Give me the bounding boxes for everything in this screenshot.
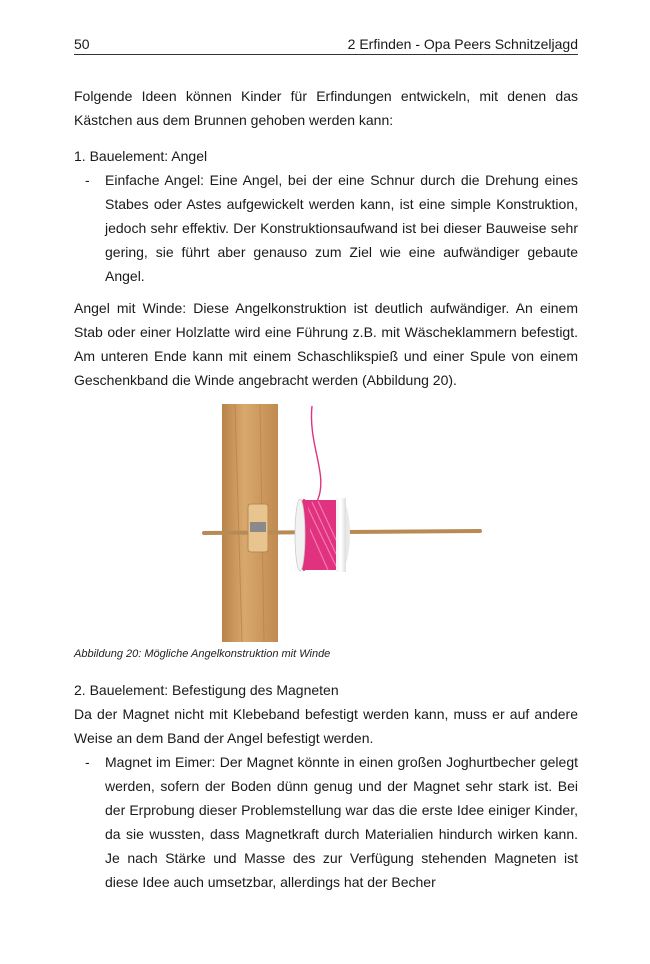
dash-bullet: -: [85, 172, 90, 188]
section-2-title: 2. Bauelement: Befestigung des Magneten: [74, 682, 339, 698]
section-1-title: 1. Bauelement: Angel: [74, 148, 208, 164]
magnet-intro-paragraph: Da der Magnet nicht mit Klebeband befestigt werden kann, muss er auf andere Weise an dem Band der Angel befestigt werden.: [74, 706, 578, 746]
page-header: [74, 34, 578, 55]
angel-mit-winde-paragraph: Angel mit Winde: Diese Angelkonstruktion ist deutlich aufwändiger. An einem Stab oder einer Holzlatte wird eine Führung z.B. mit Wäscheklammern befestigt. Am unteren Ende kann mit einem Schaschlikspieß und einer Spule von einem Geschenkband die Winde angebracht werden (Abbildung 20).: [74, 300, 578, 388]
figure-angel-winde: [200, 404, 490, 642]
dash-bullet: -: [85, 754, 90, 770]
list-item-text: Magnet im Eimer: Der Magnet könnte in einen großen Joghurtbecher gelegt werden, sofern der Boden dünn genug und der Magnet sehr stark ist. Bei der Erprobung dieser Problemstellung war das die erste Idee einiger Kinder, da sie wussten, dass Magnetkraft durch Materialien hindurch wirken kann. Je nach Stärke und Masse des zur Verfügung stehenden Magneten ist diese Idee auch umsetzbar, allerdings hat der Becher: [105, 754, 578, 890]
page-number: 50: [74, 36, 90, 52]
ribbon-spool: [295, 498, 350, 572]
list-item-text: Einfache Angel: Eine Angel, bei der eine Schnur durch die Drehung eines Stabes oder Astes aufgewickelt werden kann, ist eine simple Konstruktion, jedoch sehr effektiv. Der Konstruktionsaufwand ist bei dieser Bauweise sehr gering, sie führt aber genauso zum Ziel wie eine aufwändiger gebaute Angel.: [105, 172, 578, 284]
figure-caption: Abbildung 20: Mögliche Angelkonstruktion mit Winde: [74, 648, 331, 660]
clothespin: [248, 504, 268, 552]
list-item-magnet-im-eimer: [74, 750, 578, 894]
chapter-title: 2 Erfinden - Opa Peers Schnitzeljagd: [347, 36, 578, 52]
intro-paragraph: Folgende Ideen können Kinder für Erfindungen entwickeln, mit denen das Kästchen aus dem Brunnen gehoben werden kann:: [74, 88, 578, 128]
list-item-einfache-angel: [74, 168, 578, 288]
